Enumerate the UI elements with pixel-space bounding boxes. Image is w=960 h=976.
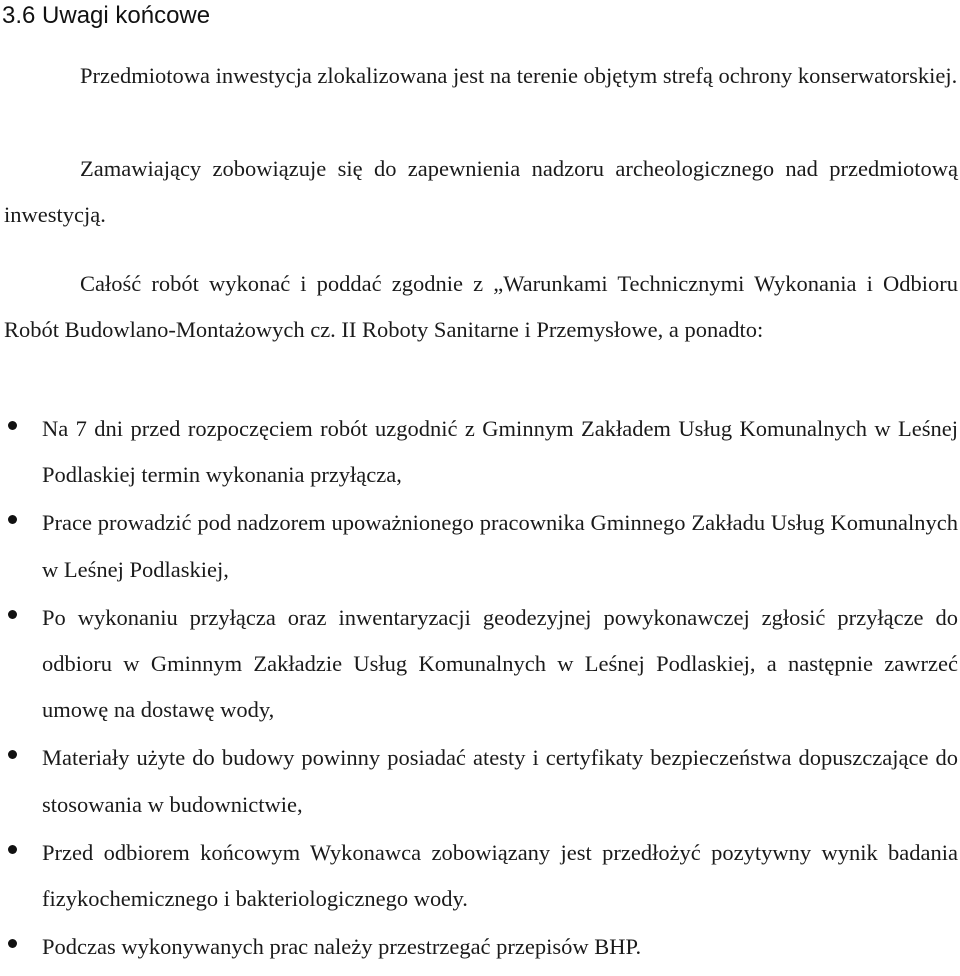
list-item bbox=[0, 595, 958, 734]
paragraph-conservation-zone: Przedmiotowa inwestycja zlokalizowana jest na terenie objętym strefą ochrony konserwatorskiej. bbox=[80, 63, 958, 88]
list-item bbox=[0, 924, 958, 970]
bullet-icon bbox=[8, 845, 17, 854]
paragraph-technical-conditions: Całość robót wykonać i poddać zgodnie z „Warunkami Technicznymi Wykonania i Odbioru Robót Budowlano-Montażowych cz. II Roboty Sanitarne i Przemysłowe, a ponadto: bbox=[4, 271, 958, 342]
requirements-list bbox=[0, 406, 958, 972]
list-item bbox=[0, 500, 958, 592]
section-heading: 3.6 Uwagi końcowe bbox=[2, 2, 211, 29]
bullet-icon bbox=[8, 515, 17, 524]
paragraph-archaeological-supervision: Zamawiający zobowiązuje się do zapewnienia nadzoru archeologicznego nad przedmiotową inwestycją. bbox=[4, 156, 958, 227]
list-item-text: Prace prowadzić pod nadzorem upoważnionego pracownika Gminnego Zakładu Usług Komunalnych w Leśnej Podlaskiej, bbox=[42, 510, 958, 582]
list-item-text: Podczas wykonywanych prac należy przestrzegać przepisów BHP. bbox=[42, 934, 642, 960]
list-item-text: Na 7 dni przed rozpoczęciem robót uzgodnić z Gminnym Zakładem Usług Komunalnych w Leśnej Podlaskiej termin wykonania przyłącza, bbox=[42, 416, 958, 488]
bullet-icon bbox=[8, 421, 17, 430]
list-item bbox=[0, 406, 958, 498]
list-item bbox=[0, 830, 958, 922]
bullet-icon bbox=[8, 750, 17, 759]
list-item-text: Materiały użyte do budowy powinny posiadać atesty i certyfikaty bezpieczeństwa dopuszczające do stosowania w budownictwie, bbox=[42, 745, 958, 817]
bullet-icon bbox=[8, 939, 17, 948]
bullet-icon bbox=[8, 610, 17, 619]
list-item-text: Po wykonaniu przyłącza oraz inwentaryzacji geodezyjnej powykonawczej zgłosić przyłącze do odbioru w Gminnym Zakładzie Usług Komunalnych w Leśnej Podlaskiej, a następnie zawrzeć umowę na dostawę wody, bbox=[42, 604, 958, 723]
list-item-text: Przed odbiorem końcowym Wykonawca zobowiązany jest przedłożyć pozytywny wynik badania fizykochemicznego i bakteriologicznego wody. bbox=[42, 839, 958, 912]
list-item bbox=[0, 735, 958, 827]
